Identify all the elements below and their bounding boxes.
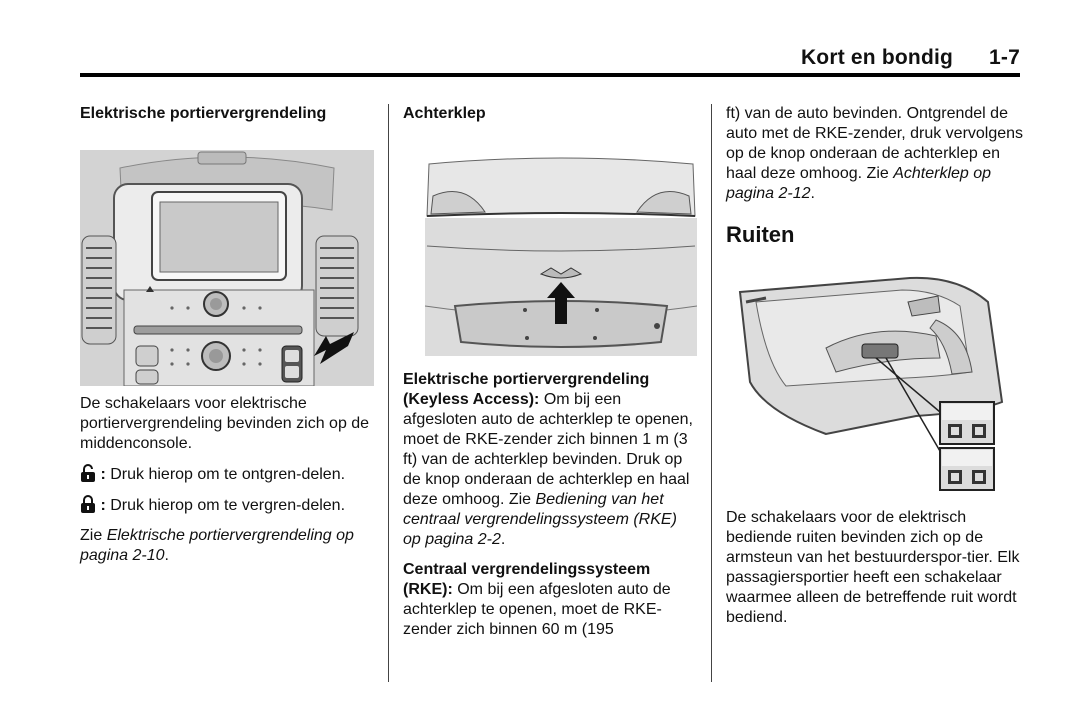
keyless-heading: Elektrische portiervergrendeling (Keyless Access):	[403, 371, 650, 408]
unlock-separator: :	[100, 466, 106, 483]
keyless-paragraph	[403, 370, 695, 550]
reference-link-door-locks[interactable]: Elektrische portiervergrendeling op pagina 2-10	[80, 527, 354, 564]
rke-continued-end: .	[810, 185, 815, 202]
rke-text: Om bij een afgesloten auto de achterklep te openen, moet de RKE-zender zich binnen 60 m (195	[403, 581, 671, 638]
lock-text: Druk hierop om te vergren-delen.	[110, 497, 346, 514]
column-divider-1	[388, 104, 389, 682]
col3-caption: De schakelaars voor de elektrisch bediende ruiten bevinden zich op de armsteun van het bestuurderspor-tier. Elk passagiersportier heeft een schakelaar waarmee alleen de betreffende ruit wordt bediend.	[726, 509, 1020, 626]
reference-link-rke[interactable]: Bediening van het centraal vergrendelingssysteem (RKE) op pagina 2-2	[403, 491, 677, 548]
reference-suffix: .	[164, 547, 169, 564]
console-illustration	[80, 150, 374, 386]
running-header	[801, 46, 1020, 70]
header-page-number: 1-7	[989, 46, 1020, 69]
keyless-end: .	[500, 531, 506, 548]
column-1	[80, 104, 370, 576]
reference-link-liftgate[interactable]: Achterklep op pagina 2-12	[726, 165, 992, 202]
reference-prefix: Zie	[80, 527, 103, 544]
rke-continued	[726, 104, 1024, 204]
liftgate-illustration	[425, 156, 697, 356]
column-divider-2	[711, 104, 712, 682]
rke-paragraph	[403, 560, 695, 640]
unlock-text: Druk hierop om te ontgren-delen.	[110, 466, 346, 483]
header-section-title: Kort en bondig	[800, 46, 954, 69]
lock-separator: :	[100, 497, 106, 514]
rke-continued-text: ft) van de auto bevinden. Ontgrendel de auto met de RKE-zender, druk vervolgens op de knop onderaan de achterklep en haal deze omhoog. Zie	[726, 105, 1024, 182]
col2-heading: Achterklep	[403, 105, 486, 122]
ruiten-heading: Ruiten	[726, 222, 795, 247]
column-3	[726, 104, 1024, 638]
rke-heading: Centraal vergrendelingssysteem (RKE):	[403, 561, 651, 598]
col1-heading: Elektrische portiervergrendeling	[80, 105, 327, 122]
lock-icon	[80, 495, 96, 513]
window-switch-illustration	[726, 262, 1018, 494]
lock-instruction	[80, 495, 370, 516]
col1-reference	[80, 526, 370, 566]
col1-caption: De schakelaars voor elektrische portiervergrendeling bevinden zich op de middenconsole.	[80, 395, 370, 452]
unlock-icon	[80, 464, 96, 482]
header-rule	[80, 73, 1020, 77]
unlock-instruction	[80, 464, 370, 485]
column-2	[403, 104, 695, 650]
keyless-text: Om bij een afgesloten auto de achterklep te openen, moet de RKE-zender zich binnen 1 m (3 ft) van de achterklep bevinden. Druk op de knop onderaan de achterklep en haal deze omhoog. Zie	[403, 391, 693, 508]
